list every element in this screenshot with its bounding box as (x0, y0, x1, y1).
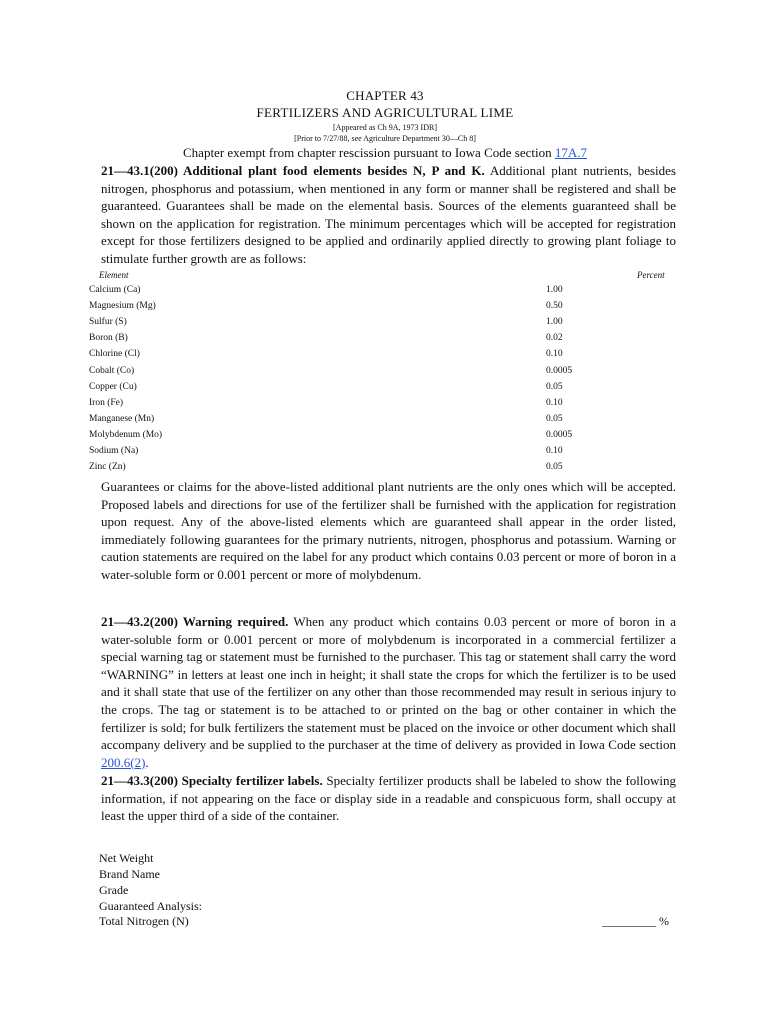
element-percent: 0.50 (546, 301, 563, 311)
code-section-link-200-6-2[interactable]: 200.6(2) (101, 754, 146, 770)
rescission-exemption (0, 145, 770, 161)
rule-43-1-continued: Guarantees or claims for the above-listed additional plant nutrients are the only ones which will be accepted. Proposed labels and directions for use of the fertilizer shall be furnished with the application for registration upon request. Any of the above-listed elements which are guaranteed shall appear in the order listed, immediately following guarantees for the primary nutrients, nitrogen, phosphorus and potassium. Warning or caution statements are required on the label for any product which contains 0.03 percent or more of boron in a water-soluble form or 0.001 percent or more of molybdenum. (101, 479, 676, 582)
table-row (0, 398, 770, 414)
element-percent: 0.10 (546, 398, 563, 408)
rule-43-2-end: . (145, 754, 149, 770)
total-nitrogen-blank: _________ % (602, 914, 669, 928)
list-item: Brand Name (99, 867, 160, 881)
chapter-title: FERTILIZERS AND AGRICULTURAL LIME (256, 105, 514, 120)
table-row (0, 414, 770, 430)
element-percent: 0.05 (546, 462, 563, 472)
element-name: Copper (Cu) (89, 382, 137, 392)
table-row (0, 301, 770, 317)
list-item: Guaranteed Analysis: (99, 899, 202, 913)
rule-43-3-body: Specialty fertilizer products shall be labeled to show the following information, if not appearing on the face or display side in a readable and conspicuous form, shall occupy at least the upper third of a side of the container. (101, 773, 676, 824)
table-row (0, 446, 770, 462)
table-row (0, 462, 770, 478)
element-name: Sulfur (S) (89, 317, 127, 327)
rule-43-3-heading: 21—43.3(200) Specialty fertilizer labels. (101, 773, 323, 788)
list-item: Grade (99, 883, 129, 897)
chapter-number: CHAPTER 43 (346, 88, 424, 103)
total-nitrogen-label: Total Nitrogen (N) (99, 914, 189, 928)
element-name: Calcium (Ca) (89, 285, 141, 295)
element-percent: 0.02 (546, 333, 563, 343)
element-percent: 1.00 (546, 317, 563, 327)
element-name: Cobalt (Co) (89, 366, 135, 376)
element-name: Molybdenum (Mo) (89, 430, 163, 440)
table-row (0, 366, 770, 382)
exemption-text: Chapter exempt from chapter rescission pursuant to Iowa Code section (183, 145, 555, 160)
table-row (0, 349, 770, 365)
column-element: Element (99, 270, 129, 280)
total-nitrogen-row (99, 914, 669, 929)
code-section-link-17a7[interactable]: 17A.7 (554, 145, 587, 160)
element-name: Iron (Fe) (89, 398, 124, 408)
element-percent: 0.05 (546, 414, 563, 424)
element-percent: 1.00 (546, 285, 563, 295)
element-name: Chlorine (Cl) (89, 349, 140, 359)
element-percent: 0.0005 (546, 430, 573, 440)
element-name: Manganese (Mn) (89, 414, 155, 424)
element-percent: 0.0005 (546, 366, 573, 376)
element-name: Zinc (Zn) (89, 462, 126, 472)
element-name: Sodium (Na) (89, 446, 139, 456)
rule-43-2-body: When any product which contains 0.03 percent or more of boron in a water-soluble form or 0.001 percent or more of molybdenum is incorporated in a commercial fertilizer a special warning tag or statement must be furnished to the purchaser. This tag or statement shall carry the word “WARNING” in letters at least one inch in height; it shall state the crops for which the fertilizer is to be used and it shall state that use of the fertilizer on any other than those recommended may result in serious injury to the crops. The tag or statement is to be attached to or printed on the bag or other container in which the fertilizer is sold; for bulk fertilizers the statement must be placed on the invoice or other document which shall accompany delivery and be supplied to the purchaser at the time of delivery as provided in Iowa Code section (101, 614, 676, 753)
element-name: Magnesium (Mg) (89, 301, 156, 311)
element-percent: 0.05 (546, 382, 563, 392)
history-note-1: [Appeared as Ch 9A, 1973 IDR] (333, 123, 437, 132)
element-percent: 0.10 (546, 446, 563, 456)
list-item: Net Weight (99, 851, 154, 865)
table-row (0, 430, 770, 446)
rule-43-1-heading: 21—43.1(200) Additional plant food elements besides N, P and K. (101, 163, 485, 178)
label-requirements-list (99, 850, 202, 914)
table-row (0, 333, 770, 349)
history-note-2: [Prior to 7/27/88, see Agriculture Department 30—Ch 8] (294, 134, 476, 143)
rule-43-1-paragraph (101, 162, 676, 268)
element-percent: 0.10 (546, 349, 563, 359)
rule-43-2-heading: 21—43.2(200) Warning required. (101, 614, 289, 629)
table-row (0, 285, 770, 301)
element-name: Boron (B) (89, 333, 128, 343)
rule-43-2-paragraph (101, 613, 676, 771)
rule-43-3-paragraph (101, 772, 676, 825)
table-row (0, 382, 770, 398)
rule-43-1-body: Additional plant nutrients, besides nitrogen, phosphorus and potassium, when mentioned in any form or manner shall be registered and shall be guaranteed. Guarantees shall be made on the elemental basis. Sources of the elements guaranteed shall be shown on the application for registration. The minimum percentages which will be accepted for registration except for those fertilizers designed to be applied and ordinarily applied directly to growing plant foliage to stimulate further growth are as follows: (101, 163, 676, 266)
column-percent: Percent (637, 270, 665, 280)
table-row (0, 317, 770, 333)
